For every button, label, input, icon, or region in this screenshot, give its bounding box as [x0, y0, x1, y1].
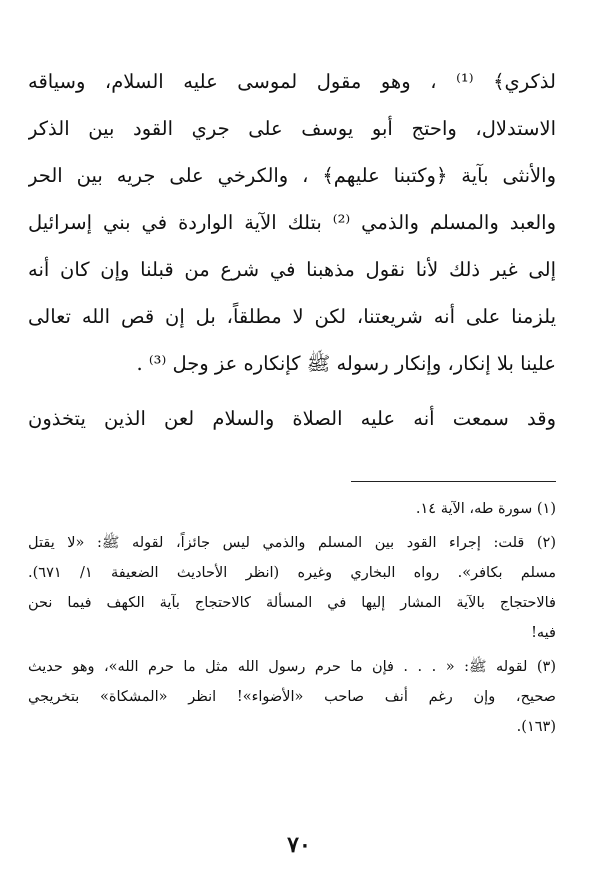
footnotes-section	[28, 494, 556, 742]
main-text-body	[28, 58, 556, 442]
footnote-1	[28, 494, 556, 524]
main-text-line: والأنثى بآية ﴿وكتبنا عليهم﴾ ، والكرخي على جريه بين الحر	[28, 164, 556, 187]
main-text-line: الاستدلال، واحتج أبو يوسف على جري القود بين الذكر	[28, 117, 556, 140]
footnote-divider	[351, 481, 556, 482]
main-text-line: وقد سمعت أنه عليه الصلاة والسلام لعن الذين يتخذون	[28, 407, 556, 430]
main-text-line: لذكري﴾ ⁽¹⁾ ، وهو مقول لموسى عليه السلام، وسياقه	[28, 70, 556, 93]
footnote-line: (٢) قلت: إجراء القود بين المسلم والذمي ليس جائزاً، لقوله ﷺ: «لا يقتل	[28, 535, 556, 551]
footnote-3	[28, 652, 556, 742]
main-text-line: والعبد والمسلم والذمي ⁽²⁾ بتلك الآية الواردة في بني إسرائيل	[28, 211, 556, 234]
page-number: ٧٠	[287, 832, 311, 858]
main-paragraph	[28, 58, 556, 387]
footnote-line: صحيح، وإن رغم أنف صاحب «الأضواء»! انظر «المشكاة» بتخريجي	[28, 689, 556, 705]
footnote-line: (٣) لقوله ﷺ: « . . . فإن ما حرم رسول الله مثل ما حرم الله»، وهو حديث	[28, 659, 556, 675]
paragraph-spacer	[28, 387, 556, 395]
footnote-2	[28, 528, 556, 648]
main-text-line: علينا بلا إنكار، وإنكار رسوله ﷺ كإنكاره عز وجل ⁽³⁾ .	[136, 352, 556, 375]
main-text-line: يلزمنا على أنه شريعتنا، لكن لا مطلقاً، بل إن قص الله تعالى	[28, 305, 556, 328]
main-paragraph	[28, 395, 556, 442]
footnote-line: فيه!	[531, 625, 556, 641]
footnote-line: مسلم بكافر». رواه البخاري وغيره (انظر الأحاديث الضعيفة ١/ ٦٧١).	[28, 565, 556, 581]
footnote-line: فالاحتجاج بالآية المشار إليها في المسألة كالاحتجاج بآية الكهف فيما نحن	[28, 595, 556, 611]
footnote-line: (١) سورة طه، الآية ١٤.	[415, 501, 556, 517]
footnote-line: (١٦٣).	[516, 719, 556, 735]
main-text-line: إلى غير ذلك لأنا نقول مذهبنا في شرع من قبلنا وإن كان أنه	[28, 258, 556, 281]
